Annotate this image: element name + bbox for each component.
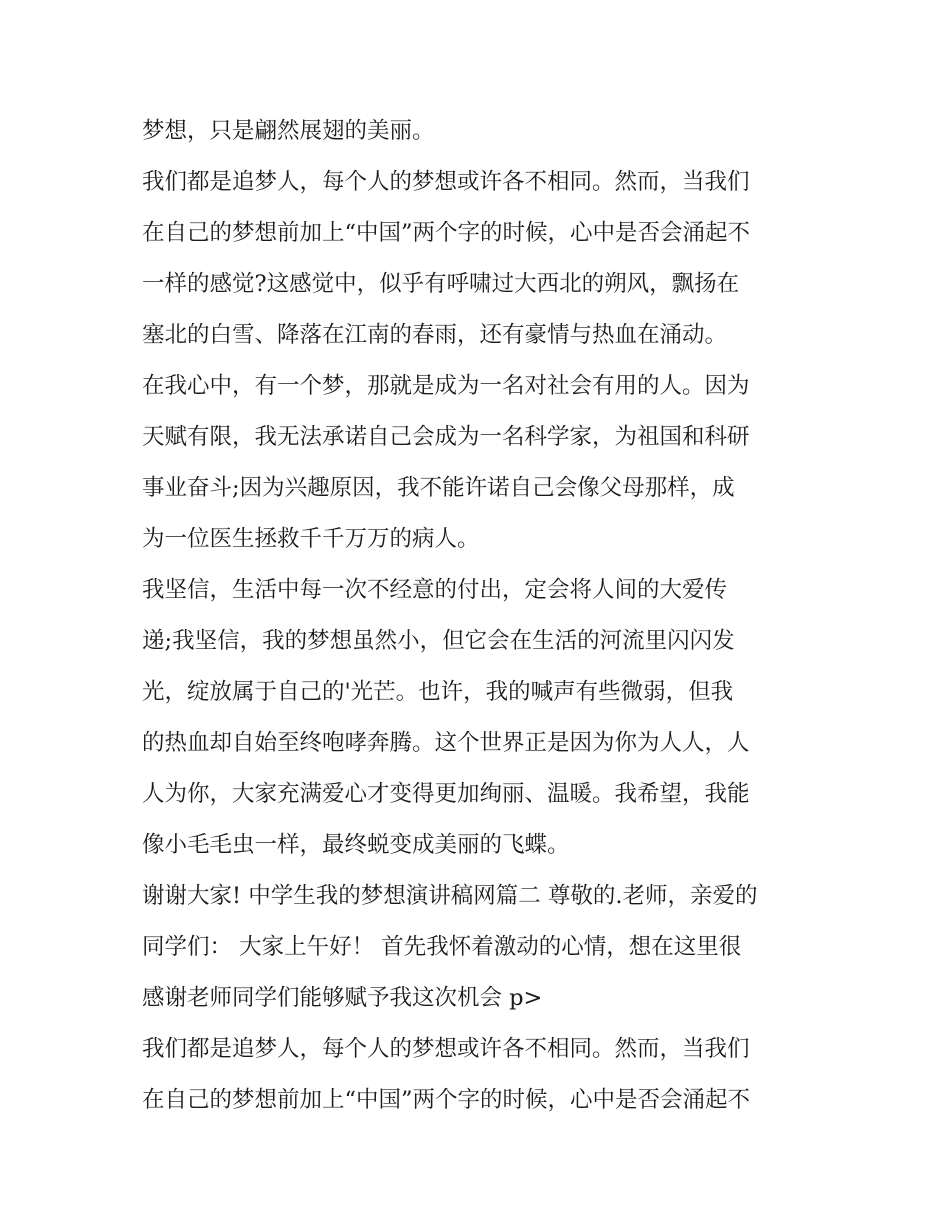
text-line: 人为你，大家充满爱心才变得更加绚丽、温暖。我希望，我能 [142,781,750,807]
text-line: 递;我坚信，我的梦想虽然小，但它会在生活的河流里闪闪发 [142,628,735,654]
text-line: 在我心中，有一个梦，那就是成为一名对社会有用的人。因为 [142,373,750,399]
text-line: 谢谢大家! 中学生我的梦想演讲稿网篇二 尊敬的.老师，亲爱的 [142,883,758,909]
text-line: 像小毛毛虫一样，最终蜕变成美丽的飞蝶。 [142,832,570,858]
text-line: 在自己的梦想前加上“中国”两个字的时候，心中是否会涌起不 [142,1087,751,1113]
text-line: 为一位医生拯救千千万万的病人。 [142,526,480,552]
text-line: 我们都是追梦人，每个人的梦想或许各不相同。然而，当我们 [142,1036,750,1062]
document-body [142,106,822,1126]
text-line: 天赋有限，我无法承诺自己会成为一名科学家，为祖国和科研 [142,424,750,450]
text-line: 一样的感觉?这感觉中，似乎有呼啸过大西北的朔风，飘扬在 [142,271,740,297]
text-line: 同学们： 大家上午好！ 首先我怀着激动的心情，想在这里很 [142,934,742,960]
text-line: 在自己的梦想前加上“中国”两个字的时候，心中是否会涌起不 [142,220,751,246]
text-line: 光，绽放属于自己的'光芒。也许，我的喊声有些微弱，但我 [142,679,734,705]
text-line: 的热血却自始至终咆哮奔腾。这个世界正是因为你为人人，人 [142,730,750,756]
text-line: 我坚信，生活中每一次不经意的付出，定会将人间的大爱传 [142,577,728,603]
text-line: 梦想，只是翩然展翅的美丽。 [142,118,435,144]
text-line: 事业奋斗;因为兴趣原因，我不能许诺自己会像父母那样，成 [142,475,735,501]
text-line: 塞北的白雪、降落在江南的春雨，还有豪情与热血在涌动。 [142,322,728,348]
text-line: 感谢老师同学们能够赋予我这次机会 p> [142,985,543,1011]
text-line: 我们都是追梦人，每个人的梦想或许各不相同。然而，当我们 [142,169,750,195]
